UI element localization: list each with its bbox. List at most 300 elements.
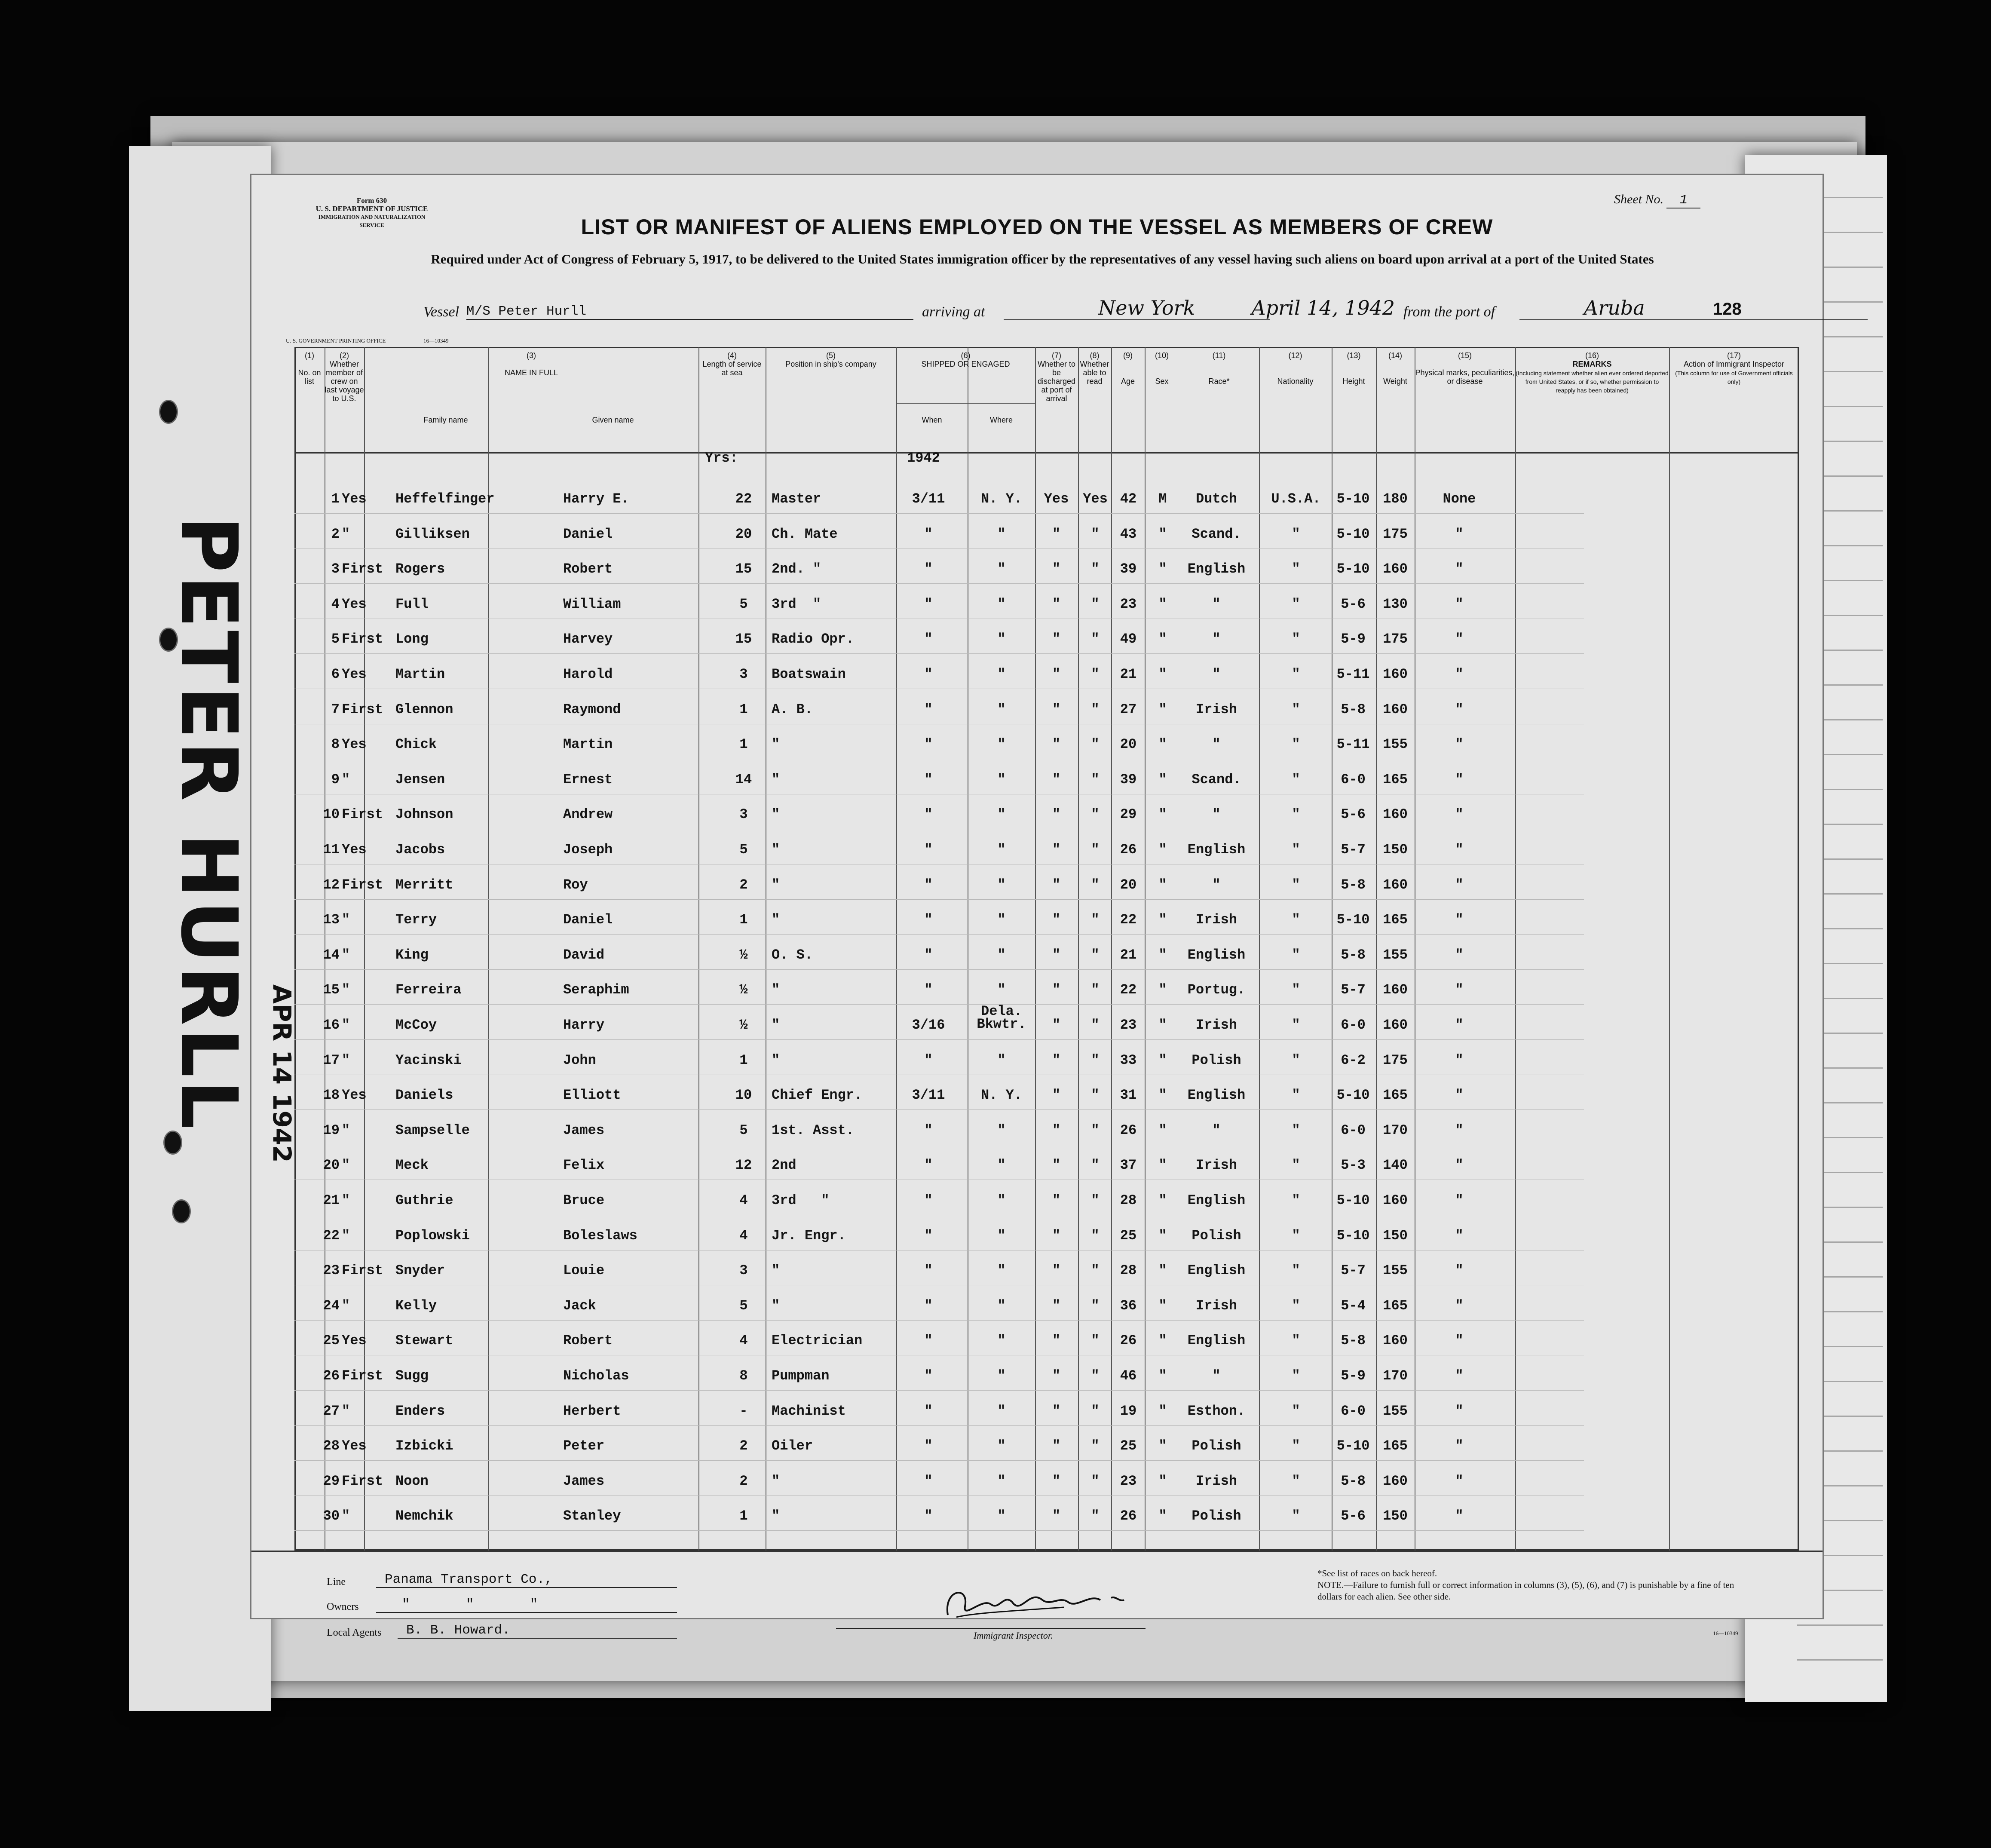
cell-discharged: "	[1052, 1017, 1061, 1033]
form-number: Form 630	[356, 196, 387, 205]
vessel-name: M/S Peter Hurll	[466, 304, 913, 320]
cell-read: "	[1091, 1122, 1100, 1138]
cell-read: "	[1091, 1052, 1100, 1068]
cell-service: 1	[739, 1052, 748, 1068]
cell-height: 5-9	[1341, 631, 1366, 647]
cell-discharged: "	[1052, 1298, 1061, 1314]
cell-weight: 160	[1383, 982, 1408, 998]
cell-discharged: "	[1052, 1192, 1061, 1208]
cell-marks: "	[1455, 1333, 1464, 1348]
cell-service: 2	[739, 1438, 748, 1454]
cell-discharged: "	[1052, 526, 1061, 542]
cell-weight: 155	[1383, 1263, 1408, 1278]
cell-given: Andrew	[563, 806, 613, 822]
col-header-15: (15) Physical marks, peculiarities, or disease	[1415, 351, 1515, 386]
cell-where: "	[997, 912, 1006, 928]
cell-sex: "	[1158, 1508, 1167, 1524]
cell-where: "	[997, 561, 1006, 577]
cell-discharged: "	[1052, 842, 1061, 858]
cell-race: English	[1187, 1263, 1246, 1278]
cell-discharged: "	[1052, 666, 1061, 682]
cell-where: "	[997, 736, 1006, 752]
cell-read: "	[1091, 1228, 1100, 1244]
cell-given: Louie	[563, 1263, 605, 1278]
cell-where: "	[997, 1473, 1006, 1489]
col-header-10: (10) Sex	[1155, 351, 1169, 386]
cell-service: 5	[739, 596, 748, 612]
cell-marks: "	[1455, 1192, 1464, 1208]
cell-family: Daniels	[395, 1087, 453, 1103]
cell-given: Seraphim	[563, 982, 629, 998]
cell-position: "	[772, 1052, 780, 1068]
cell-age: 19	[1120, 1403, 1137, 1419]
cell-read: "	[1091, 526, 1100, 542]
cell-position: Chief Engr.	[772, 1087, 863, 1103]
cell-when: "	[924, 1473, 933, 1489]
cell-nationality: "	[1292, 877, 1300, 893]
cell-no: 8	[331, 736, 340, 752]
footer-form-code: 16—10349	[1713, 1630, 1738, 1637]
cell-position: "	[772, 772, 780, 788]
cell-service: ½	[739, 982, 748, 998]
binder-hole	[172, 1199, 191, 1223]
cell-race: Irish	[1195, 1298, 1237, 1314]
cell-height: 6-0	[1341, 1017, 1366, 1033]
cell-prev: First	[342, 1263, 383, 1278]
cell-when: "	[924, 842, 933, 858]
cell-service: 1	[739, 912, 748, 928]
cell-read: "	[1091, 1017, 1100, 1033]
cell-marks: "	[1455, 596, 1464, 612]
cell-prev: "	[342, 947, 350, 963]
cell-when: "	[924, 1298, 933, 1314]
cell-given: Herbert	[563, 1403, 621, 1419]
col-header-11: (11) Race*	[1208, 351, 1230, 386]
cell-race: Irish	[1195, 702, 1237, 717]
cell-age: 39	[1120, 772, 1137, 788]
cell-marks: "	[1455, 1228, 1464, 1244]
col-header-13: (13) Height	[1342, 351, 1365, 386]
cell-when: "	[924, 1333, 933, 1348]
cell-where: "	[997, 1192, 1006, 1208]
cell-marks: "	[1455, 1368, 1464, 1384]
cell-service: 2	[739, 877, 748, 893]
cell-where: N. Y.	[980, 1087, 1022, 1103]
cell-position: A. B.	[772, 702, 813, 717]
cell-family: Rogers	[395, 561, 445, 577]
cell-family: Long	[395, 631, 429, 647]
cell-weight: 160	[1383, 1473, 1408, 1489]
cell-no: 14	[323, 947, 340, 963]
cell-weight: 165	[1383, 912, 1408, 928]
cell-height: 5-10	[1336, 1192, 1370, 1208]
cell-marks: "	[1455, 1017, 1464, 1033]
cell-sex: "	[1158, 666, 1167, 682]
page-number: 128	[1713, 300, 1742, 319]
cell-position: Oiler	[772, 1438, 813, 1454]
cell-marks: "	[1455, 772, 1464, 788]
cell-service: 12	[735, 1157, 752, 1173]
cell-height: 5-10	[1336, 561, 1370, 577]
cell-service: 2	[739, 1473, 748, 1489]
cell-read: "	[1091, 1333, 1100, 1348]
cell-given: Nicholas	[563, 1368, 629, 1384]
from-port: Aruba	[1519, 296, 1868, 320]
cell-race: Esthon.	[1187, 1403, 1246, 1419]
cell-race: "	[1212, 806, 1221, 822]
cell-race: Polish	[1192, 1508, 1241, 1524]
cell-sex: "	[1158, 596, 1167, 612]
cell-given: Robert	[563, 561, 613, 577]
cell-weight: 150	[1383, 1228, 1408, 1244]
cell-read: "	[1091, 1368, 1100, 1384]
cell-position: Electrician	[772, 1333, 863, 1348]
cell-marks: "	[1455, 1438, 1464, 1454]
sheet-label: Sheet No.	[1614, 192, 1663, 206]
cell-nationality: "	[1292, 842, 1300, 858]
cell-where: "	[997, 982, 1006, 998]
cell-when: "	[924, 1122, 933, 1138]
cell-when: "	[924, 736, 933, 752]
cell-family: King	[395, 947, 429, 963]
cell-discharged: "	[1052, 1403, 1061, 1419]
cell-prev: "	[342, 526, 350, 542]
col-header-6: (6) SHIPPED OR ENGAGED When Where	[921, 351, 1013, 424]
cell-position: 2nd. "	[772, 561, 821, 577]
cell-weight: 180	[1383, 491, 1408, 507]
cell-no: 13	[323, 912, 340, 928]
cell-height: 5-7	[1341, 1263, 1366, 1278]
cell-no: 4	[331, 596, 340, 612]
cell-where: "	[997, 1368, 1006, 1384]
cell-given: William	[563, 596, 621, 612]
cell-service: 5	[739, 1298, 748, 1314]
cell-sex: "	[1158, 1157, 1167, 1173]
cell-age: 22	[1120, 982, 1137, 998]
cell-no: 3	[331, 561, 340, 577]
cell-weight: 165	[1383, 1438, 1408, 1454]
cell-prev: "	[342, 1298, 350, 1314]
cell-when: "	[924, 1052, 933, 1068]
cell-height: 5-8	[1341, 702, 1366, 717]
fine-note: NOTE.—Failure to furnish full or correct information in columns (3), (5), (6), and (7) is punishable by a fine of ten dollars for each alien. See other side.	[1317, 1580, 1734, 1602]
cell-position: Machinist	[772, 1403, 846, 1419]
cell-when: "	[924, 1438, 933, 1454]
cell-nationality: "	[1292, 1228, 1300, 1244]
cell-nationality: "	[1292, 1087, 1300, 1103]
col-header-8: (8) Whether able to read	[1080, 351, 1109, 386]
cell-position: 3rd "	[772, 1192, 830, 1208]
cell-given: Martin	[563, 736, 613, 752]
cell-height: 6-0	[1341, 1403, 1366, 1419]
cell-no: 25	[323, 1333, 340, 1348]
cell-position: 1st. Asst.	[772, 1122, 855, 1138]
cell-race: Irish	[1195, 1017, 1237, 1033]
cell-given: John	[563, 1052, 596, 1068]
cell-family: Gilliksen	[395, 526, 470, 542]
cell-read: "	[1091, 1473, 1100, 1489]
cell-age: 20	[1120, 877, 1137, 893]
from-port-label: from the port of	[1403, 304, 1495, 320]
cell-service: 4	[739, 1228, 748, 1244]
cell-no: 11	[323, 842, 340, 858]
cell-sex: "	[1158, 561, 1167, 577]
cell-height: 5-10	[1336, 1087, 1370, 1103]
cell-height: 5-7	[1341, 982, 1366, 998]
cell-discharged: "	[1052, 982, 1061, 998]
cell-nationality: "	[1292, 1333, 1300, 1348]
cell-race: English	[1187, 1192, 1246, 1208]
cell-position: Radio Opr.	[772, 631, 855, 647]
cell-prev: "	[342, 1508, 350, 1524]
cell-nationality: "	[1292, 666, 1300, 682]
cell-where: "	[997, 1438, 1006, 1454]
cell-given: James	[563, 1473, 605, 1489]
cell-age: 37	[1120, 1157, 1137, 1173]
cell-marks: "	[1455, 1087, 1464, 1103]
cell-where: N. Y.	[980, 491, 1022, 507]
cell-family: Nemchik	[395, 1508, 453, 1524]
cell-height: 6-0	[1341, 1122, 1366, 1138]
cell-nationality: U.S.A.	[1271, 491, 1321, 507]
cell-discharged: "	[1052, 772, 1061, 788]
cell-age: 26	[1120, 1333, 1137, 1348]
cell-race: Irish	[1195, 912, 1237, 928]
cell-no: 6	[331, 666, 340, 682]
cell-sex: "	[1158, 1017, 1167, 1033]
cell-marks: "	[1455, 1263, 1464, 1278]
cell-prev: "	[342, 1192, 350, 1208]
cell-age: 27	[1120, 702, 1137, 717]
cell-sex: "	[1158, 947, 1167, 963]
cell-no: 5	[331, 631, 340, 647]
vessel-label: Vessel	[423, 304, 459, 320]
cell-height: 5-4	[1341, 1298, 1366, 1314]
cell-age: 42	[1120, 491, 1137, 507]
cell-nationality: "	[1292, 772, 1300, 788]
cell-marks: "	[1455, 1157, 1464, 1173]
col-header-17: (17) Action of Immigrant Inspector (This column for use of Government officials only)	[1675, 351, 1793, 385]
cell-family: Stewart	[395, 1333, 453, 1348]
cell-read: "	[1091, 1087, 1100, 1103]
cell-when: "	[924, 1263, 933, 1278]
cell-discharged: "	[1052, 806, 1061, 822]
cell-age: 23	[1120, 1473, 1137, 1489]
cell-age: 23	[1120, 596, 1137, 612]
department: U. S. DEPARTMENT OF JUSTICE	[315, 205, 428, 213]
cell-discharged: "	[1052, 1368, 1061, 1384]
cell-given: Stanley	[563, 1508, 621, 1524]
cell-sex: "	[1158, 772, 1167, 788]
cell-given: Boleslaws	[563, 1228, 637, 1244]
cell-weight: 170	[1383, 1368, 1408, 1384]
cell-prev: First	[342, 1473, 383, 1489]
cell-position: "	[772, 877, 780, 893]
cell-race: English	[1187, 1333, 1246, 1348]
cell-sex: "	[1158, 1438, 1167, 1454]
cell-position: "	[772, 1263, 780, 1278]
row-rule	[294, 969, 1584, 970]
cell-discharged: "	[1052, 561, 1061, 577]
cell-weight: 165	[1383, 1298, 1408, 1314]
manifest-sheet	[250, 174, 1824, 1641]
col-header-16: (16) REMARKS (Including statement whether alien ever ordered deported from United States, or if so, whether permission to reapply has been obtained)	[1516, 351, 1669, 394]
col-header-14: (14) Weight	[1383, 351, 1407, 386]
cell-position: 3rd "	[772, 596, 821, 612]
cell-nationality: "	[1292, 1508, 1300, 1524]
cell-race: Polish	[1192, 1438, 1241, 1454]
cell-position: Jr. Engr.	[772, 1228, 846, 1244]
cell-prev: "	[342, 982, 350, 998]
page-subtitle: Required under Act of Congress of February 5, 1917, to be delivered to the United States immigration officer by the representatives of any vessel having such aliens on board upon arrival at a port of the United States	[431, 251, 1654, 267]
cell-height: 5-10	[1336, 491, 1370, 507]
cell-where: "	[997, 806, 1006, 822]
cell-where: "	[997, 1228, 1006, 1244]
cell-discharged: "	[1052, 1052, 1061, 1068]
row-rule	[294, 1530, 1584, 1531]
cell-family: Heffelfinger	[395, 491, 495, 507]
cell-position: "	[772, 842, 780, 858]
cell-read: "	[1091, 1298, 1100, 1314]
cell-family: Glennon	[395, 702, 453, 717]
line-label: Line	[327, 1576, 346, 1588]
cell-discharged: "	[1052, 596, 1061, 612]
cell-nationality: "	[1292, 596, 1300, 612]
cell-prev: First	[342, 561, 383, 577]
cell-height: 6-2	[1341, 1052, 1366, 1068]
cell-no: 23	[323, 1263, 340, 1278]
cell-family: Enders	[395, 1403, 445, 1419]
cell-discharged: "	[1052, 736, 1061, 752]
cell-no: 26	[323, 1368, 340, 1384]
cell-prev: "	[342, 1052, 350, 1068]
cell-family: Chick	[395, 736, 437, 752]
cell-age: 26	[1120, 842, 1137, 858]
cell-race: Irish	[1195, 1157, 1237, 1173]
cell-family: Jensen	[395, 772, 445, 788]
cell-marks: "	[1455, 526, 1464, 542]
cell-given: Harry	[563, 1017, 605, 1033]
cell-family: Guthrie	[395, 1192, 453, 1208]
cell-nationality: "	[1292, 526, 1300, 542]
cell-service: 10	[735, 1087, 752, 1103]
cell-nationality: "	[1292, 1157, 1300, 1173]
cell-where: "	[997, 1263, 1006, 1278]
cell-where: "	[997, 1508, 1006, 1524]
cell-sex: "	[1158, 1263, 1167, 1278]
cell-family: Johnson	[395, 806, 453, 822]
cell-read: "	[1091, 666, 1100, 682]
cell-no: 12	[323, 877, 340, 893]
cell-marks: "	[1455, 1052, 1464, 1068]
cell-when: "	[924, 702, 933, 717]
cell-weight: 175	[1383, 1052, 1408, 1068]
col-header-2: (2) Whether member of crew on last voyage to U.S.	[325, 351, 364, 403]
cell-marks: "	[1455, 912, 1464, 928]
cell-prev: Yes	[342, 1333, 367, 1348]
cell-no: 22	[323, 1228, 340, 1244]
cell-where: Dela. Bkwtr.	[977, 1003, 1026, 1032]
cell-no: 15	[323, 982, 340, 998]
cell-race: English	[1187, 561, 1246, 577]
cell-weight: 150	[1383, 842, 1408, 858]
row-rule	[294, 899, 1584, 900]
cell-when: "	[924, 631, 933, 647]
vessel-name-stamp: PETER HURLL	[164, 516, 254, 1132]
cell-service: 5	[739, 842, 748, 858]
cell-nationality: "	[1292, 912, 1300, 928]
cell-service: 1	[739, 736, 748, 752]
cell-where: "	[997, 772, 1006, 788]
cell-read: "	[1091, 842, 1100, 858]
cell-race: Polish	[1192, 1052, 1241, 1068]
cell-prev: Yes	[342, 1087, 367, 1103]
cell-prev: First	[342, 631, 383, 647]
cell-marks: "	[1455, 1403, 1464, 1419]
cell-sex: "	[1158, 1368, 1167, 1384]
cell-prev: First	[342, 806, 383, 822]
arrival-date: April 14, 1942	[1251, 296, 1395, 319]
cell-when: "	[924, 1368, 933, 1384]
cell-nationality: "	[1292, 561, 1300, 577]
cell-sex: "	[1158, 1298, 1167, 1314]
col-header-12: (12) Nationality	[1277, 351, 1314, 386]
cell-discharged: "	[1052, 1438, 1061, 1454]
shipped-year: 1942	[907, 450, 940, 466]
cell-read: "	[1091, 596, 1100, 612]
cell-when: "	[924, 877, 933, 893]
cell-prev: Yes	[342, 666, 367, 682]
cell-position: Master	[772, 491, 821, 507]
cell-marks: "	[1455, 736, 1464, 752]
cell-where: "	[997, 666, 1006, 682]
cell-marks: "	[1455, 561, 1464, 577]
cell-height: 5-3	[1341, 1157, 1366, 1173]
cell-age: 29	[1120, 806, 1137, 822]
cell-age: 20	[1120, 736, 1137, 752]
cell-age: 21	[1120, 947, 1137, 963]
cell-given: Robert	[563, 1333, 613, 1348]
arriving-label: arriving at	[922, 304, 985, 320]
cell-discharged: "	[1052, 702, 1061, 717]
cell-height: 5-6	[1341, 1508, 1366, 1524]
cell-race: "	[1212, 877, 1221, 893]
cell-age: 25	[1120, 1228, 1137, 1244]
col-header-7: (7) Whether to be discharged at port of arrival	[1037, 351, 1076, 403]
inspector-signature	[931, 1581, 1137, 1628]
date-stamp: APR 14 1942	[267, 984, 297, 1163]
row-rule	[294, 1320, 1584, 1321]
cell-where: "	[997, 1298, 1006, 1314]
cell-where: "	[997, 631, 1006, 647]
cell-when: "	[924, 772, 933, 788]
cell-age: 26	[1120, 1122, 1137, 1138]
cell-sex: "	[1158, 1228, 1167, 1244]
cell-discharged: "	[1052, 877, 1061, 893]
row-rule	[294, 583, 1584, 584]
cell-service: 14	[735, 772, 752, 788]
cell-service: 1	[739, 1508, 748, 1524]
cell-sex: "	[1158, 736, 1167, 752]
cell-family: Martin	[395, 666, 445, 682]
cell-family: Meck	[395, 1157, 429, 1173]
page-title: LIST OR MANIFEST OF ALIENS EMPLOYED ON THE VESSEL AS MEMBERS OF CREW	[581, 215, 1493, 239]
cell-weight: 160	[1383, 877, 1408, 893]
cell-height: 5-6	[1341, 806, 1366, 822]
cell-when: "	[924, 561, 933, 577]
cell-read: "	[1091, 912, 1100, 928]
cell-race: "	[1212, 666, 1221, 682]
